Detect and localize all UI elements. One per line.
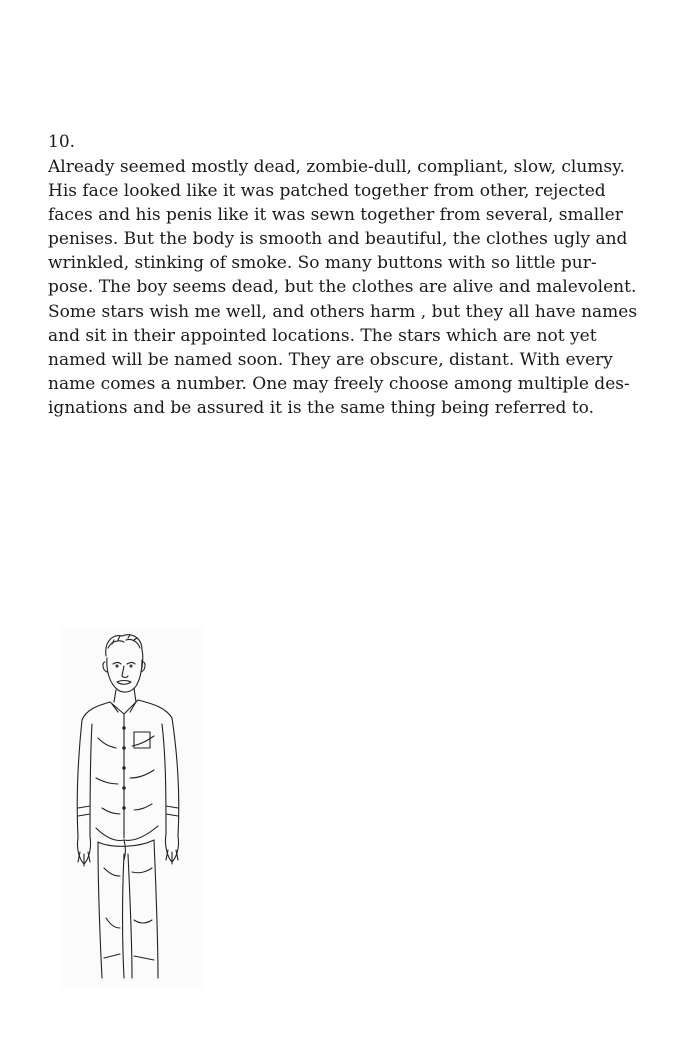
standing-man-drawing	[62, 628, 202, 988]
body-line: Already seemed mostly dead, zombie-dull, compliant, slow, clumsy.	[48, 157, 625, 177]
body-line: His face looked like it was patched together from other, rejected	[48, 181, 606, 202]
body-line: wrinkled, stinking of smoke. So many buttons with so little pur-	[48, 253, 597, 274]
body-line: name comes a number. One may freely choose among multiple des-	[48, 373, 630, 394]
body-line: named will be named soon. They are obscure, distant. With every	[48, 349, 613, 370]
body-text	[48, 155, 660, 420]
figure-illustration	[62, 628, 202, 988]
body-line: pose. The boy seems dead, but the clothes are alive and malevolent.	[48, 277, 637, 298]
body-line: faces and his penis like it was sewn together from several, smaller	[48, 205, 623, 226]
body-line: ignations and be assured it is the same thing being referred to.	[48, 397, 595, 418]
section-number: 10.	[48, 132, 76, 152]
body-line: Some stars wish me well, and others harm , but they all have names	[48, 301, 638, 322]
body-line: and sit in their appointed locations. The stars which are not yet	[48, 325, 597, 346]
body-line: penises. But the body is smooth and beautiful, the clothes ugly and	[48, 229, 628, 250]
